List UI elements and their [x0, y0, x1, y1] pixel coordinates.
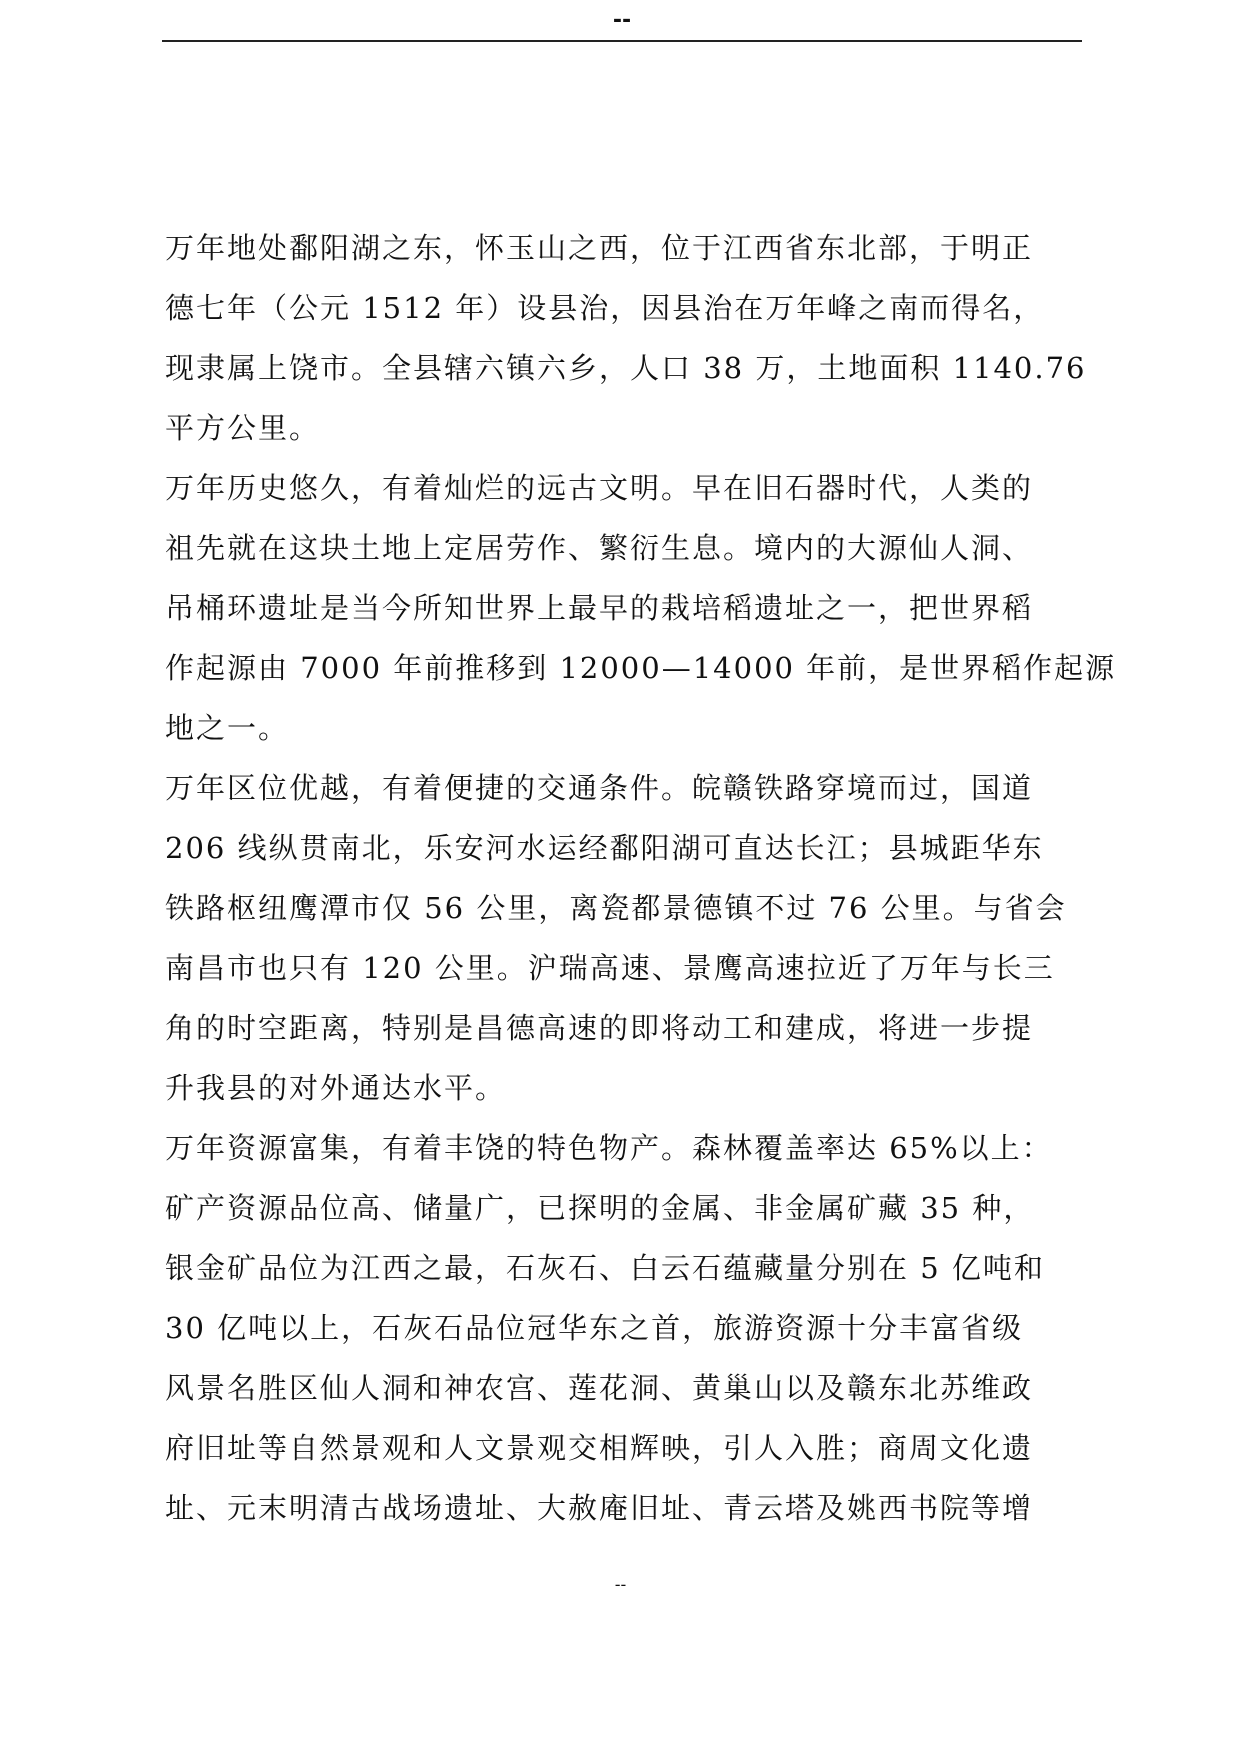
- paragraph-resources: [165, 1118, 1085, 1538]
- paragraph-transport: [165, 758, 1085, 1118]
- text-line: 万年历史悠久，有着灿烂的远古文明。早在旧石器时代，人类的: [165, 471, 1034, 505]
- text-line: 万年区位优越，有着便捷的交通条件。皖赣铁路穿境而过，国道: [165, 771, 1034, 805]
- text-line: 风景名胜区仙人洞和神农宫、莲花洞、黄巢山以及赣东北苏维政: [165, 1371, 1034, 1405]
- text-line: 府旧址等自然景观和人文景观交相辉映，引人入胜；商周文化遗: [165, 1431, 1034, 1465]
- text-line: 祖先就在这块土地上定居劳作、繁衍生息。境内的大源仙人洞、: [165, 531, 1034, 565]
- text-line: 平方公里。: [165, 411, 321, 445]
- text-line: 升我县的对外通达水平。: [165, 1071, 507, 1105]
- page-header: [162, 6, 1082, 42]
- paragraph-history: [165, 458, 1117, 758]
- page-footer: --: [614, 1575, 627, 1594]
- text-line: 作起源由 7000 年前推移到 12000—14000 年前，是世界稻作起源: [165, 651, 1117, 685]
- paragraph-location: [165, 218, 1085, 458]
- text-line: 206 线纵贯南北，乐安河水运经鄱阳湖可直达长江；县城距华东: [165, 831, 1044, 865]
- body-text: [165, 218, 1117, 1538]
- text-line: 吊桶环遗址是当今所知世界上最早的栽培稻遗址之一，把世界稻: [165, 591, 1034, 625]
- header-mark: --: [612, 8, 632, 33]
- text-line: 角的时空距离，特别是昌德高速的即将动工和建成，将进一步提: [165, 1011, 1034, 1045]
- text-line: 银金矿品位为江西之最，石灰石、白云石蕴藏量分别在 5 亿吨和: [165, 1251, 1045, 1285]
- text-line: 万年地处鄱阳湖之东，怀玉山之西，位于江西省东北部，于明正: [165, 231, 1034, 265]
- text-line: 万年资源富集，有着丰饶的特色物产。森林覆盖率达 65%以上：: [165, 1131, 1053, 1165]
- text-line: 矿产资源品位高、储量广，已探明的金属、非金属矿藏 35 种，: [165, 1191, 1035, 1225]
- text-line: 30 亿吨以上，石灰石品位冠华东之首，旅游资源十分丰富省级: [165, 1311, 1024, 1345]
- text-line: 南昌市也只有 120 公里。沪瑞高速、景鹰高速拉近了万年与长三: [165, 951, 1055, 985]
- text-line: 地之一。: [165, 711, 290, 745]
- text-line: 址、元末明清古战场遗址、大赦庵旧址、青云塔及姚西书院等增: [165, 1491, 1034, 1525]
- text-line: 德七年（公元 1512 年）设县治，因县治在万年峰之南而得名，: [165, 291, 1045, 325]
- text-line: 铁路枢纽鹰潭市仅 56 公里，离瓷都景德镇不过 76 公里。与省会: [165, 891, 1067, 925]
- text-line: 现隶属上饶市。全县辖六镇六乡，人口 38 万，土地面积 1140.76: [165, 351, 1087, 385]
